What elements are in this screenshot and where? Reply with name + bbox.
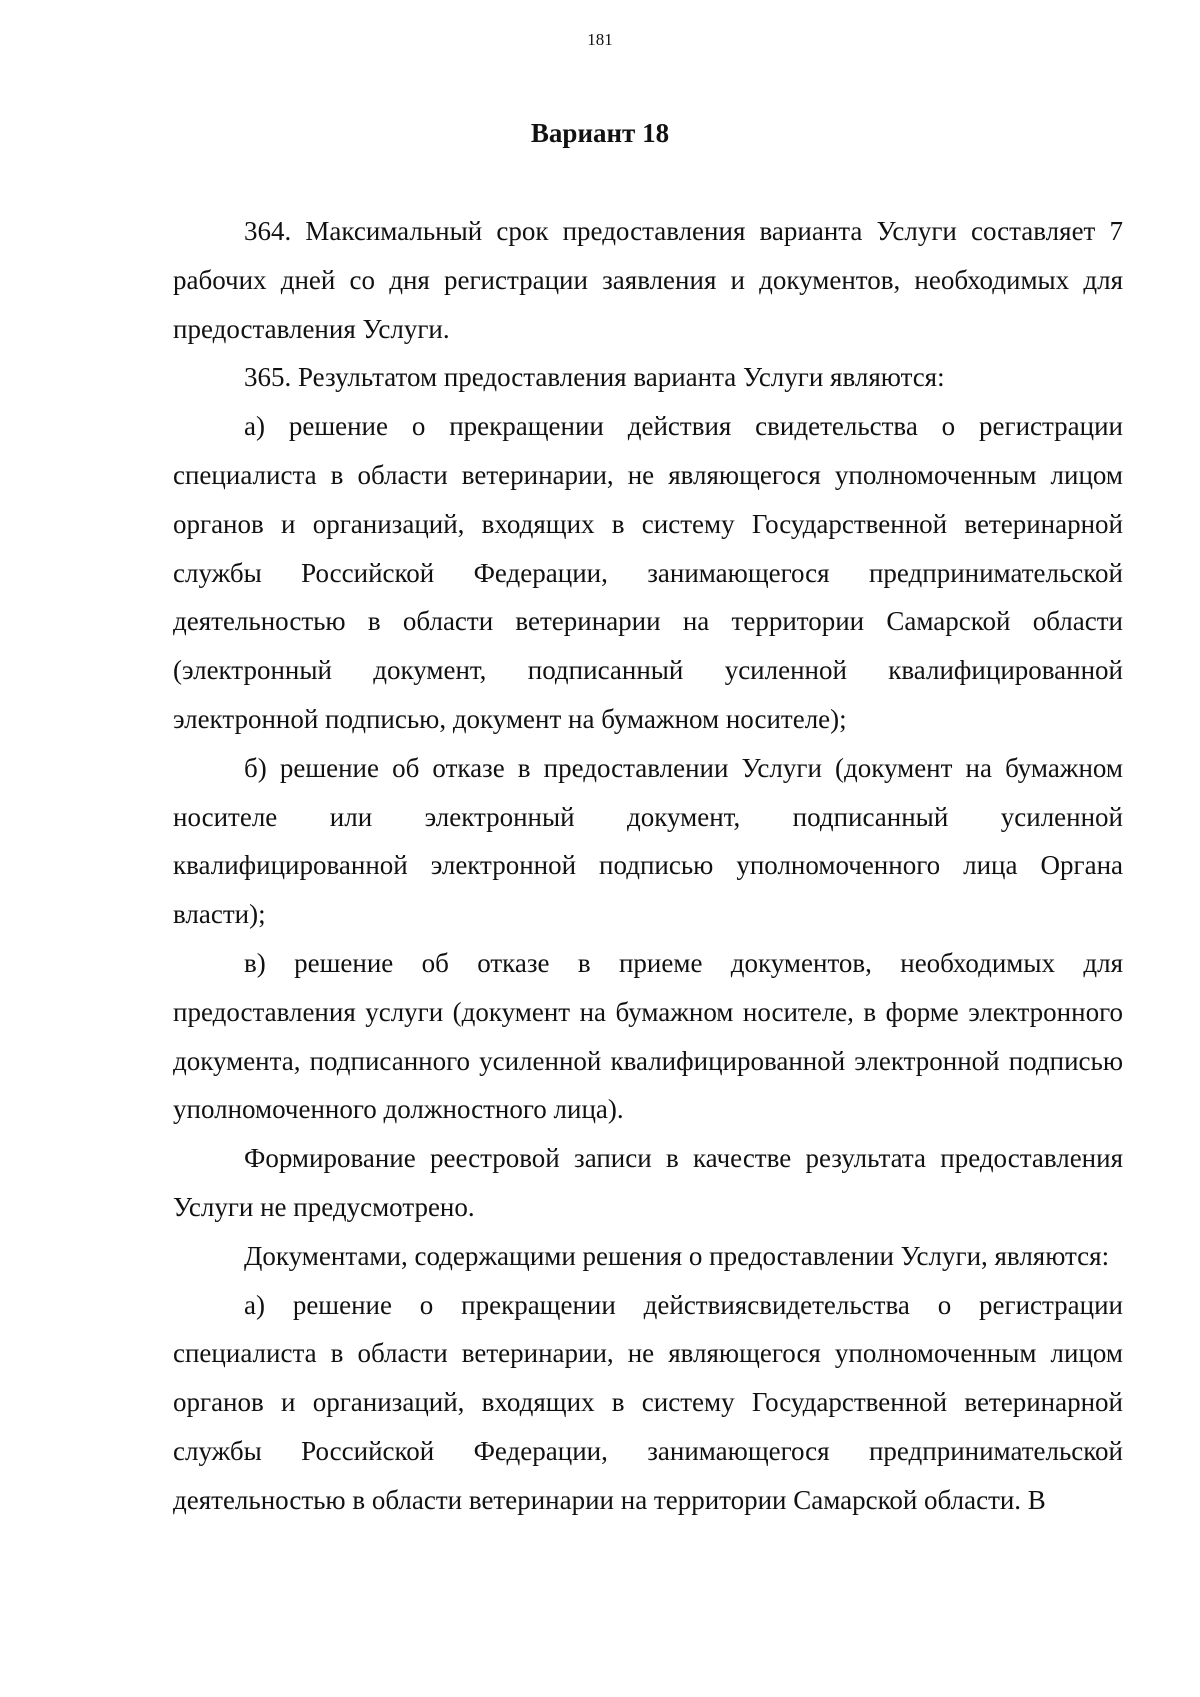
paragraph-364: 364. Максимальный срок предоставления варианта Услуги составляет 7 рабочих дней со дня регистрации заявления и документов, необходимых для предоставления Услуги. bbox=[173, 216, 1123, 344]
page-number: 181 bbox=[587, 30, 613, 49]
paragraph-item-a: а) решение о прекращении действия свидетельства о регистрации специалиста в области ветеринарии, не являющегося уполномоченным лицом органов и организаций, входящих в систему Государственной ветеринарной службы Российской Федерации, занимающегося предпринимательской деятельностью в области ветеринарии на территории Самарской области (электронный документ, подписанный усиленной квалифицированной электронной подписью, документ на бумажном носителе); bbox=[173, 411, 1123, 734]
paragraph-365: 365. Результатом предоставления варианта Услуги являются: bbox=[244, 362, 945, 393]
paragraph-result-item-a: а) решение о прекращении действиясвидетельства о регистрации специалиста в области ветеринарии, не являющегося уполномоченным лицом органов и организаций, входящих в систему Государственной ветеринарной службы Российской Федерации, занимающегося предпринимательской деятельностью в области ветеринарии на территории Самарской области. В bbox=[173, 1289, 1123, 1515]
document-body bbox=[173, 207, 1123, 1525]
paragraph-item-v: в) решение об отказе в приеме документов, необходимых для предоставления услуги (документ на бумажном носителе, в форме электронного документа, подписанного усиленной квалифицированной электронной подписью уполномоченного должностного лица). bbox=[173, 947, 1123, 1125]
paragraph-item-b: б) решение об отказе в предоставлении Услуги (документ на бумажном носителе или электронный документ, подписанный усиленной квалифицированной электронной подписью уполномоченного лица Органа власти); bbox=[173, 752, 1123, 930]
paragraph-result-documents: Документами, содержащими решения о предоставлении Услуги, являются: bbox=[244, 1240, 1110, 1271]
paragraph-registry-record: Формирование реестровой записи в качестве результата предоставления Услуги не предусмотрено. bbox=[173, 1143, 1123, 1222]
section-heading: Вариант 18 bbox=[530, 118, 670, 148]
